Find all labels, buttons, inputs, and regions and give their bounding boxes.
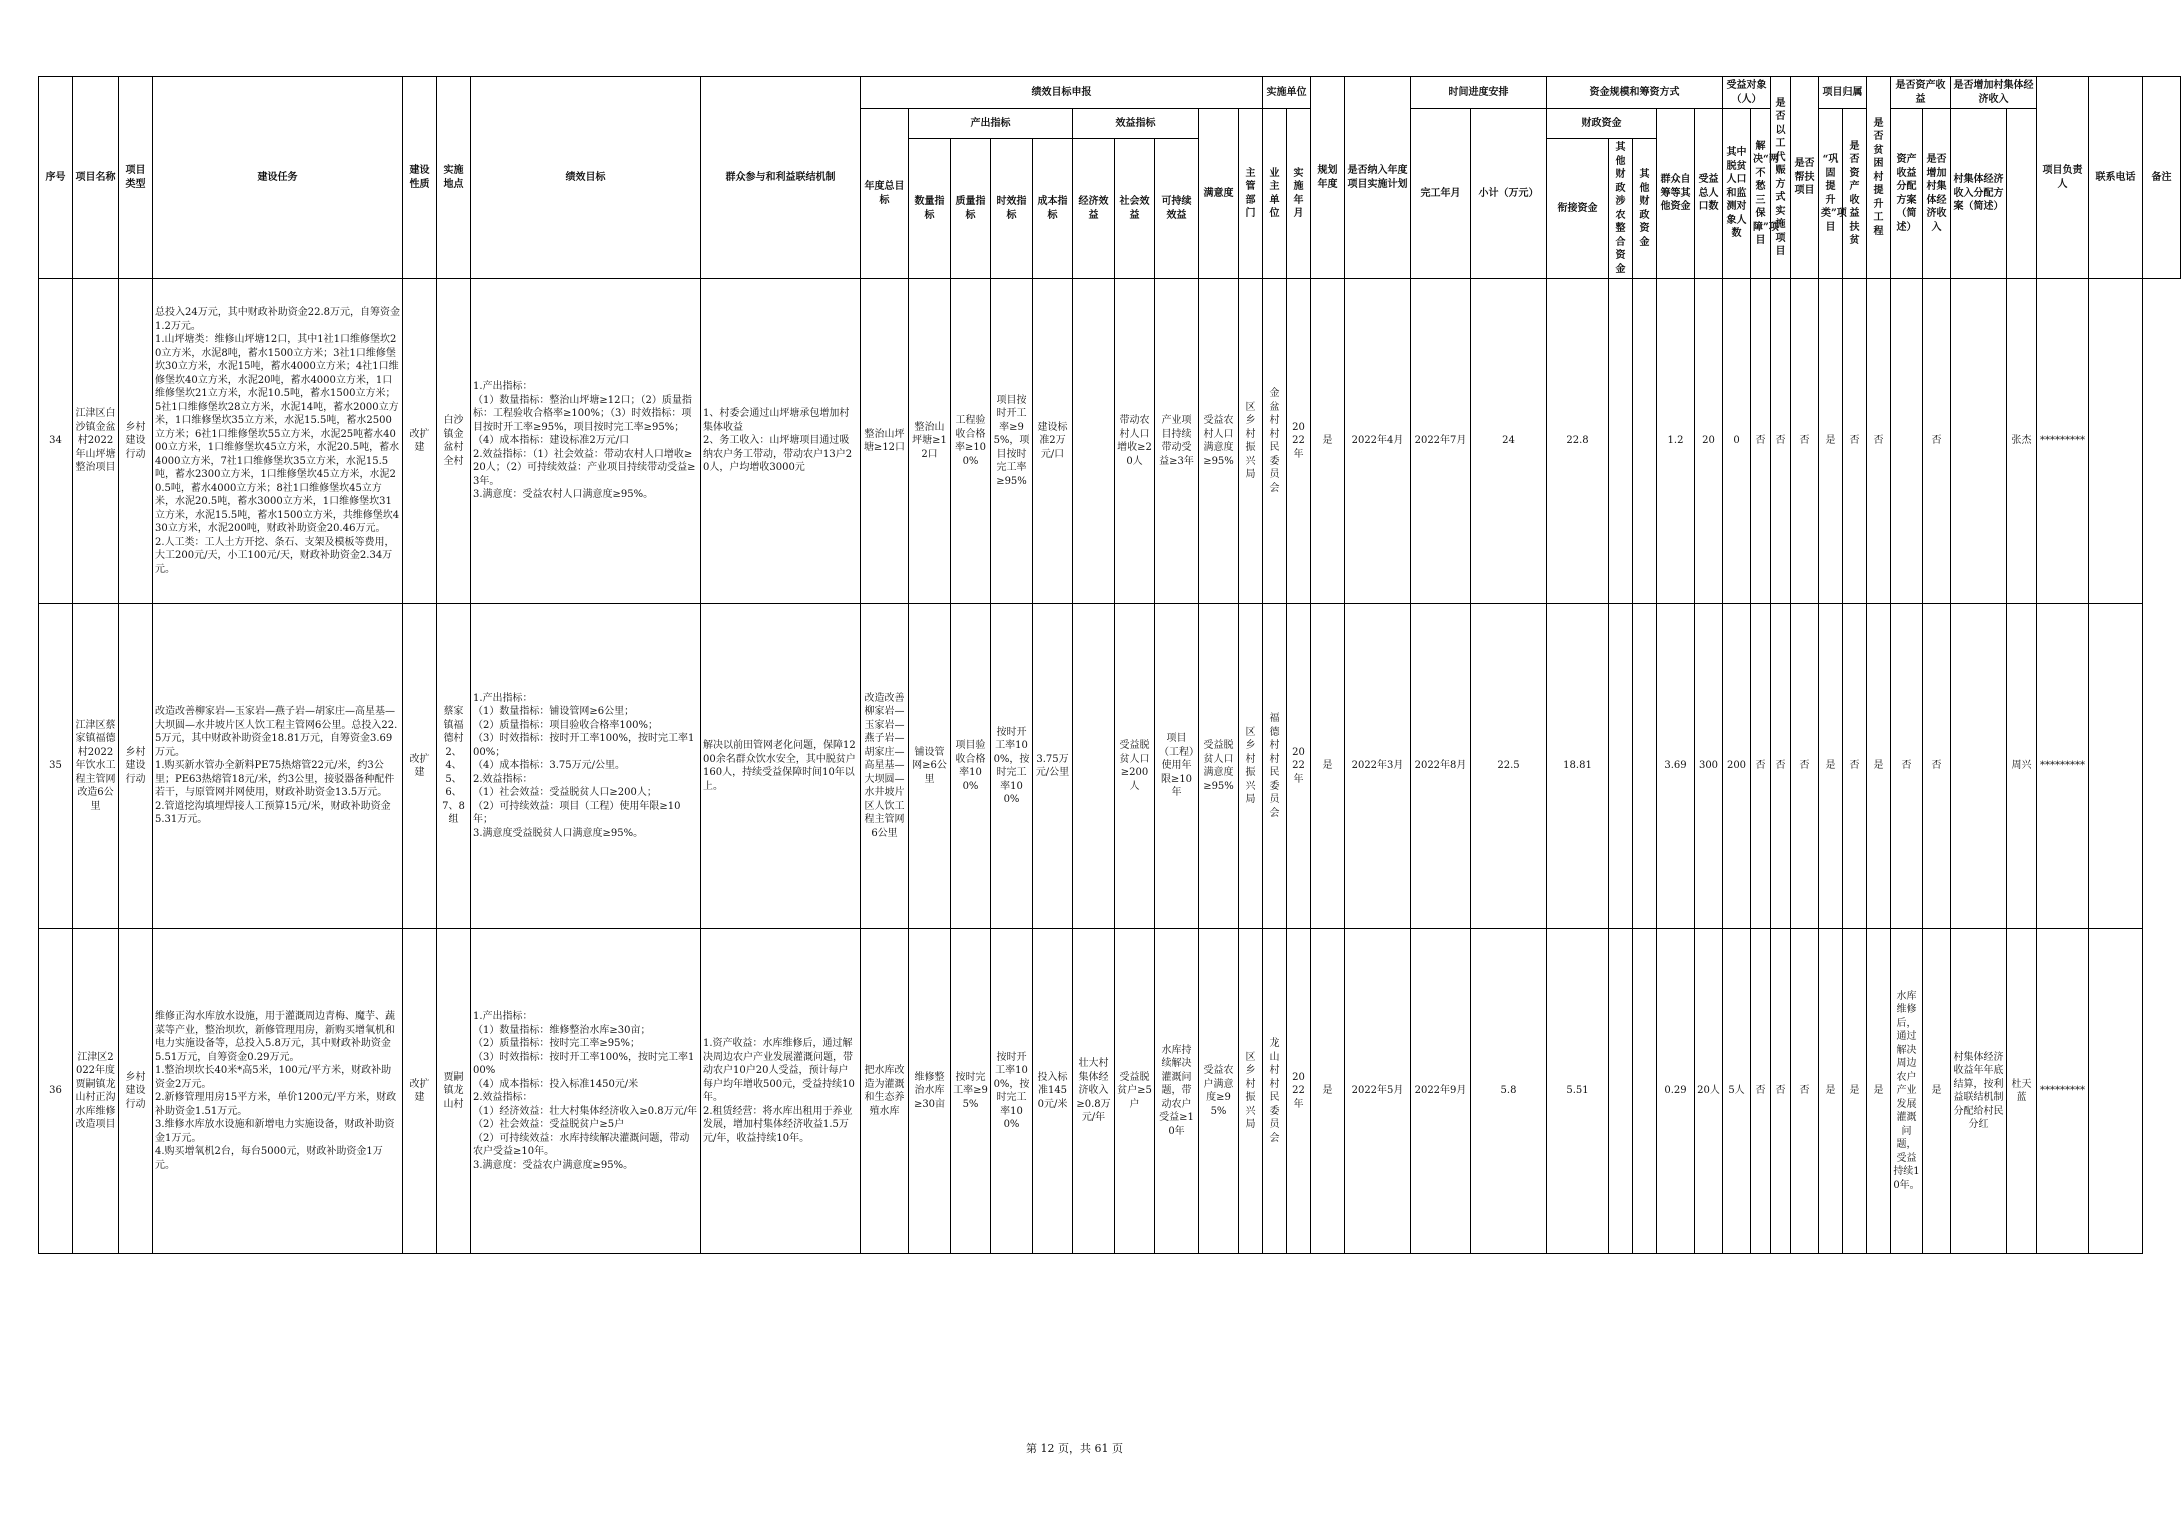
header-task: 建设任务: [153, 77, 403, 279]
cell-satisfaction: 受益脱贫人口满意度≥95%: [1199, 604, 1239, 929]
cell-consolidate: 是: [1819, 929, 1843, 1254]
header-type: 项目类型: [119, 77, 153, 279]
header-self-fund: 群众自筹等其他资金: [1657, 109, 1695, 279]
cell-finish: 2022年9月: [1411, 929, 1471, 1254]
cell-plan-year: 2022年: [1287, 279, 1311, 604]
cell-owner: 金盆村村民委员会: [1263, 279, 1287, 604]
cell-asset-benefit: 是: [1867, 929, 1891, 1254]
cell-workrelief: 否: [1751, 279, 1771, 604]
cell-helpfund: 否: [1771, 279, 1791, 604]
header-link-fund: 衔接资金: [1547, 139, 1609, 279]
cell-monitor: 0: [1723, 279, 1751, 604]
cell-owner: 龙山村村民委员会: [1263, 929, 1287, 1254]
header-other-agri: 其他财政涉农整合资金: [1609, 139, 1633, 279]
cell-self-fund: 0.29: [1657, 929, 1695, 1254]
header-consolidate: “巩固提升类”项目: [1819, 109, 1843, 279]
cell-self-fund: 3.69: [1657, 604, 1695, 929]
cell-goal: 1.产出指标： （1）数量指标：铺设管网≥6公里； （2）质量指标：项目验收合格率100%； （3）时效指标：按时开工率100%，按时完工率100%； （4）成本指标：3.75万元/公里。 2.效益指标： （1）社会效益：受益脱贫人口≥200人； （2）可持续效益：项目（工程）使用年限≥10年； 3.满意度受益脱贫人口满意度≥95%。: [471, 604, 701, 929]
cell-subtotal: 5.8: [1471, 929, 1547, 1254]
cell-start: 2022年5月: [1345, 929, 1411, 1254]
cell-quality: 工程验收合格率≥100%: [951, 279, 991, 604]
header-benefit: 效益指标: [1073, 109, 1199, 139]
cell-satisfaction: 受益农户满意度≥95%: [1199, 929, 1239, 1254]
cell-qty: 铺设管网≥6公里: [909, 604, 951, 929]
cell-nature: 改扩建: [403, 929, 437, 1254]
cell-workrelief: 否: [1751, 929, 1771, 1254]
header-timeliness: 时效指标: [991, 139, 1033, 279]
cell-asset-benefit: 否: [1867, 279, 1891, 604]
cell-subtotal: 22.5: [1471, 604, 1547, 929]
header-social: 社会效益: [1115, 139, 1155, 279]
cell-dept: 区乡村振兴局: [1239, 929, 1263, 1254]
cell-other-fiscal: [1633, 604, 1657, 929]
header-helpfund: 是否帮扶项目: [1791, 77, 1819, 279]
cell-mechanism: 1、村委会通过山坪塘承包增加村集体收益 2、务工收入：山坪塘项目通过吸纳农户务工带动，带动农户13户20人，户均增收3000元: [701, 279, 861, 604]
cell-monitor: 5人: [1723, 929, 1751, 1254]
cell-monitor: 200: [1723, 604, 1751, 929]
header-output: 产出指标: [909, 109, 1073, 139]
cell-benef-total: 300: [1695, 604, 1723, 929]
cell-sustain: 水库持续解决灌溉问题，带动农户受益≥10年: [1155, 929, 1199, 1254]
table-row: [39, 279, 2181, 604]
header-collective: 是否增加村集体经济收入: [1951, 77, 2037, 109]
cell-location: 蔡家镇福德村2、4、5、6、7、8组: [437, 604, 471, 929]
cell-annual: 改造改善柳家岩—玉家岩—燕子岩—胡家庄—高星基—大坝圆—水井坡片区人饮工程主管网6公里: [861, 604, 909, 929]
cell-two-worries: 否: [1791, 929, 1819, 1254]
cell-coll-plan: [1951, 604, 2007, 929]
cell-social: 带动农村人口增收≥20人: [1115, 279, 1155, 604]
cell-other-fiscal: [1633, 929, 1657, 1254]
cell-dept: 区乡村振兴局: [1239, 279, 1263, 604]
header-finish: 完工年月: [1411, 109, 1471, 279]
header-cost: 成本指标: [1033, 139, 1073, 279]
header-dept: 主管部门: [1239, 109, 1263, 279]
cell-start: 2022年4月: [1345, 279, 1411, 604]
cell-remark: [2089, 279, 2143, 604]
cell-poor-village: 是: [1843, 929, 1867, 1254]
cell-name: 江津区2022年度贾嗣镇龙山村正沟水库维修改造项目: [73, 929, 119, 1254]
header-subtotal: 小计（万元）: [1471, 109, 1547, 279]
cell-consolidate: 是: [1819, 604, 1843, 929]
header-sustain: 可持续效益: [1155, 139, 1199, 279]
cell-included: 是: [1311, 604, 1345, 929]
cell-type: 乡村建设行动: [119, 604, 153, 929]
cell-cost: 投入标准1450元/米: [1033, 929, 1073, 1254]
cell-annual: 整治山坪塘≥12口: [861, 279, 909, 604]
cell-dept: 区乡村振兴局: [1239, 604, 1263, 929]
cell-remark: [2089, 604, 2143, 929]
header-plan-year: 规划年度: [1311, 77, 1345, 279]
header-nature: 建设性质: [403, 77, 437, 279]
header-phone: 联系电话: [2089, 77, 2143, 279]
header-mechanism: 群众参与和利益联结机制: [701, 77, 861, 279]
header-econ: 经济效益: [1073, 139, 1115, 279]
header-unit: 实施单位: [1263, 77, 1311, 109]
cell-benef-total: 20: [1695, 279, 1723, 604]
cell-task: 总投入24万元，其中财政补助资金22.8万元，自筹资金1.2万元。 1.山坪塘类：维修山坪塘12口，其中1社1口维修堡坎20立方米，水泥8吨，蓄水1500立方米；3社1口维修堡坎30立方米，水泥15吨，蓄水4000立方米；4社1口维修堡坎40立方米，水泥20吨，蓄水4000立方米，1口维修堡坎21立方米，水泥10.5吨，蓄水1500立方米；5社1口维修堡坎28立方米，水泥14吨，蓄水2000立方米，1口维修堡坎35立方米，水泥15.5吨，蓄水2500立方米；6社1口维修堡坎55立方米，水泥25吨蓄水4000立方米，1口维修堡坎45立方米，水泥20.5吨，蓄水4000立方米，7社1口维修堡坎35立方米，水泥15.5吨，蓄水2300立方米，1口维修堡坎45立方米，水泥20.5吨，蓄水4000立方米；8社1口维修堡坎45立方米，水泥20.5吨，蓄水3000立方米，1口维修堡坎31立方米，水泥15.5吨，蓄水1500立方米，共维修堡坎430立方米，水泥200吨，财政补助资金20.46万元。 2.人工类：工人土方开挖、条石、支架及模板等费用，大工200元/天，小工100元/天，财政补助资金2.34万元。: [153, 279, 403, 604]
header-seq: 序号: [39, 77, 73, 279]
header-two-worries: 解决“两不愁三保障”项目: [1751, 109, 1771, 279]
header-asset-benefit: 是否资产收益扶贫: [1843, 109, 1867, 279]
cell-qty: 维修整治水库≥30亩: [909, 929, 951, 1254]
cell-two-worries: 否: [1791, 279, 1819, 604]
cell-leader: 张杰: [2007, 279, 2037, 604]
header-qty: 数量指标: [909, 139, 951, 279]
cell-social: 受益脱贫人口≥200人: [1115, 604, 1155, 929]
table-row: [39, 929, 2181, 1254]
cell-finish: 2022年8月: [1411, 604, 1471, 929]
cell-mechanism: 解决以前田管网老化问题，保障1200余名群众饮水安全，其中脱贫户160人，持续受益保障时间10年以上。: [701, 604, 861, 929]
cell-quality: 项目验收合格率100%: [951, 604, 991, 929]
cell-plan-year: 2022年: [1287, 604, 1311, 929]
header-schedule: 时间进度安排: [1411, 77, 1547, 109]
cell-leader: 杜天蓝: [2007, 929, 2037, 1254]
header-owner: 业主单位: [1263, 109, 1287, 279]
cell-consolidate: 是: [1819, 279, 1843, 604]
cell-goal: 1.产出指标： （1）数量指标：维修整治水库≥30亩； （2）质量指标：按时完工率≥95%； （3）时效指标：按时开工率100%，按时完工率100% （4）成本指标：投入标准1450元/米 2.效益指标： （1）经济效益：壮大村集体经济收入≥0.8万元/年 （2）社会效益：受益脱贫户≥5户 （2）可持续效益：水库持续解决灌溉问题，带动农户受益≥10年。 3.满意度：受益农户满意度≥95%。: [471, 929, 701, 1254]
header-attribution: 项目归属: [1819, 77, 1867, 109]
cell-cost: 建设标准2万元/口: [1033, 279, 1073, 604]
cell-seq: 36: [39, 929, 73, 1254]
cell-other-agri: [1609, 929, 1633, 1254]
cell-task: 改造改善柳家岩—玉家岩—燕子岩—胡家庄—高星基—大坝圆—水井坡片区人饮工程主管网6公里。总投入22.5万元，其中财政补助资金18.81万元，自筹资金3.69万元。 1.购买新水管办全新料PE75热熔管22元/米，约3公里；PE63热熔管18元/米，约3公里，接驳器备种配件若干，与原管网并网使用，财政补助资金13.5万元。 2.管道挖沟填埋焊接人工预算15元/米，财政补助资金5.31万元。: [153, 604, 403, 929]
header-asset: 是否资产收益: [1891, 77, 1951, 109]
cell-type: 乡村建设行动: [119, 929, 153, 1254]
cell-asset-plan: 否: [1891, 604, 1923, 929]
cell-phone: *********: [2037, 279, 2089, 604]
cell-poor-village: 否: [1843, 604, 1867, 929]
cell-coll-flag: 是: [1923, 929, 1951, 1254]
header-funds: 资金规模和筹资方式: [1547, 77, 1723, 109]
cell-coll-flag: 否: [1923, 279, 1951, 604]
header-workrelief: 是否以工代赈方式实施项目: [1771, 77, 1791, 279]
cell-leader: 周兴: [2007, 604, 2037, 929]
table-row: [39, 604, 2181, 929]
cell-econ: [1073, 279, 1115, 604]
cell-annual: 把水库改造为灌溉和生态养殖水库: [861, 929, 909, 1254]
cell-remark: [2089, 929, 2143, 1254]
cell-quality: 按时完工率≥95%: [951, 929, 991, 1254]
cell-helpfund: 否: [1771, 604, 1791, 929]
table-body: [39, 279, 2181, 1254]
cell-included: 是: [1311, 279, 1345, 604]
header-location: 实施地点: [437, 77, 471, 279]
cell-asset-plan: [1891, 279, 1923, 604]
cell-timeliness: 按时开工率100%，按时完工率100%: [991, 604, 1033, 929]
header-fiscal: 财政资金: [1547, 109, 1657, 139]
cell-plan-year: 2022年: [1287, 929, 1311, 1254]
cell-name: 江津区白沙镇金盆村2022年山坪塘整治项目: [73, 279, 119, 604]
cell-other-fiscal: [1633, 279, 1657, 604]
cell-econ: [1073, 604, 1115, 929]
header-satisfaction: 满意度: [1199, 109, 1239, 279]
cell-other-agri: [1609, 279, 1633, 604]
cell-owner: 福德村村民委员会: [1263, 604, 1287, 929]
cell-sustain: 产业项目持续带动受益≥3年: [1155, 279, 1199, 604]
cell-link-fund: 5.51: [1547, 929, 1609, 1254]
header-quality: 质量指标: [951, 139, 991, 279]
header-beneficiary: 受益对象（人）: [1723, 77, 1771, 109]
cell-coll-flag: 否: [1923, 604, 1951, 929]
cell-link-fund: 22.8: [1547, 279, 1609, 604]
cell-econ: 壮大村集体经济收入≥0.8万元/年: [1073, 929, 1115, 1254]
cell-phone: *********: [2037, 929, 2089, 1254]
header-coll-plan: 村集体经济收入分配方案（简述）: [1951, 109, 2007, 279]
cell-benef-total: 20人: [1695, 929, 1723, 1254]
header-annual: 年度总目标: [861, 109, 909, 279]
page-footer: 第 12 页，共 61 页: [1026, 1442, 1123, 1455]
header-perf: 绩效目标申报: [861, 77, 1263, 109]
cell-included: 是: [1311, 929, 1345, 1254]
cell-coll-plan: [1951, 279, 2007, 604]
cell-satisfaction: 受益农村人口满意度≥95%: [1199, 279, 1239, 604]
cell-subtotal: 24: [1471, 279, 1547, 604]
cell-qty: 整治山坪塘≥12口: [909, 279, 951, 604]
cell-asset-benefit: 是: [1867, 604, 1891, 929]
cell-poor-village: 否: [1843, 279, 1867, 604]
header-name: 项目名称: [73, 77, 119, 279]
cell-timeliness: 按时开工率100%，按时完工率100%: [991, 929, 1033, 1254]
cell-location: 贾嗣镇龙山村: [437, 929, 471, 1254]
cell-link-fund: 18.81: [1547, 604, 1609, 929]
cell-phone: *********: [2037, 604, 2089, 929]
cell-other-agri: [1609, 604, 1633, 929]
cell-coll-plan: 村集体经济收益年年底结算，按利益联结机制分配给村民分红: [1951, 929, 2007, 1254]
cell-type: 乡村建设行动: [119, 279, 153, 604]
cell-helpfund: 否: [1771, 929, 1791, 1254]
header-remark: 备注: [2143, 77, 2181, 279]
cell-two-worries: 否: [1791, 604, 1819, 929]
cell-location: 白沙镇金盆村全村: [437, 279, 471, 604]
cell-seq: 35: [39, 604, 73, 929]
cell-name: 江津区蔡家镇福德村2022年饮水工程主管网改造6公里: [73, 604, 119, 929]
header-start: 实施年月: [1287, 109, 1311, 279]
cell-seq: 34: [39, 279, 73, 604]
cell-task: 维修正沟水库放水设施，用于灌溉周边青梅、魔芋、蔬菜等产业，整治坝坎，新修管理用房，新购买增氧机和电力实施设备等，总投入5.8万元，其中财政补助资金5.51万元，自筹资金0.29万元。 1.整治坝坎长40米*高5米，100元/平方米，财政补助资金2万元。 2.新修管理用房15平方米，单价1200元/平方米，财政补助资金1.51万元。 3.维修水库放水设施和新增电力实施设备，财政补助资金1万元。 4.购买增氧机2台，每台5000元，财政补助资金1万元。: [153, 929, 403, 1254]
header-leader: 项目负责人: [2037, 77, 2089, 279]
project-table: [38, 76, 2181, 1254]
header-included: 是否纳入年度项目实施计划: [1345, 77, 1411, 279]
header-poor-village: 是否贫困村提升工程: [1867, 77, 1891, 279]
header-goal: 绩效目标: [471, 77, 701, 279]
cell-nature: 改扩建: [403, 279, 437, 604]
cell-sustain: 项目（工程）使用年限≥10年: [1155, 604, 1199, 929]
header-benef-total: 受益总人口数: [1695, 109, 1723, 279]
cell-start: 2022年3月: [1345, 604, 1411, 929]
cell-cost: 3.75万元/公里: [1033, 604, 1073, 929]
cell-goal: 1.产出指标： （1）数量指标：整治山坪塘≥12口；（2）质量指标：工程验收合格率≥100%；（3）时效指标：项目按时开工率≥95%，项目按时完工率≥95%；（4）成本指标：建设标准2万元/口 2.效益指标：（1）社会效益：带动农村人口增收≥20人；（2）可持续效益：产业项目持续带动受益≥3年。 3.满意度：受益农村人口满意度≥95%。: [471, 279, 701, 604]
cell-workrelief: 否: [1751, 604, 1771, 929]
header-coll-flag: 是否增加村集体经济收入: [1923, 109, 1951, 279]
header-asset-plan: 资产收益分配方案（简述）: [1891, 109, 1923, 279]
cell-mechanism: 1.资产收益：水库维修后，通过解决周边农户产业发展灌溉问题，带动农户10户20人受益，预计每户每户均年增收500元，受益持续10年。 2.租赁经营：将水库出租用于养业发展，增加村集体经济收益1.5万元/年，收益持续10年。: [701, 929, 861, 1254]
header-monitor: 其中脱贫人口和监测对象人数: [1723, 109, 1751, 279]
cell-nature: 改扩建: [403, 604, 437, 929]
cell-self-fund: 1.2: [1657, 279, 1695, 604]
cell-social: 受益脱贫户≥5户: [1115, 929, 1155, 1254]
cell-timeliness: 项目按时开工率≥95%，项目按时完工率≥95%: [991, 279, 1033, 604]
cell-asset-plan: 水库维修后，通过解决周边农户产业发展灌溉问题，受益持续10年。: [1891, 929, 1923, 1254]
cell-finish: 2022年7月: [1411, 279, 1471, 604]
header-other-fiscal: 其他财政资金: [1633, 139, 1657, 279]
